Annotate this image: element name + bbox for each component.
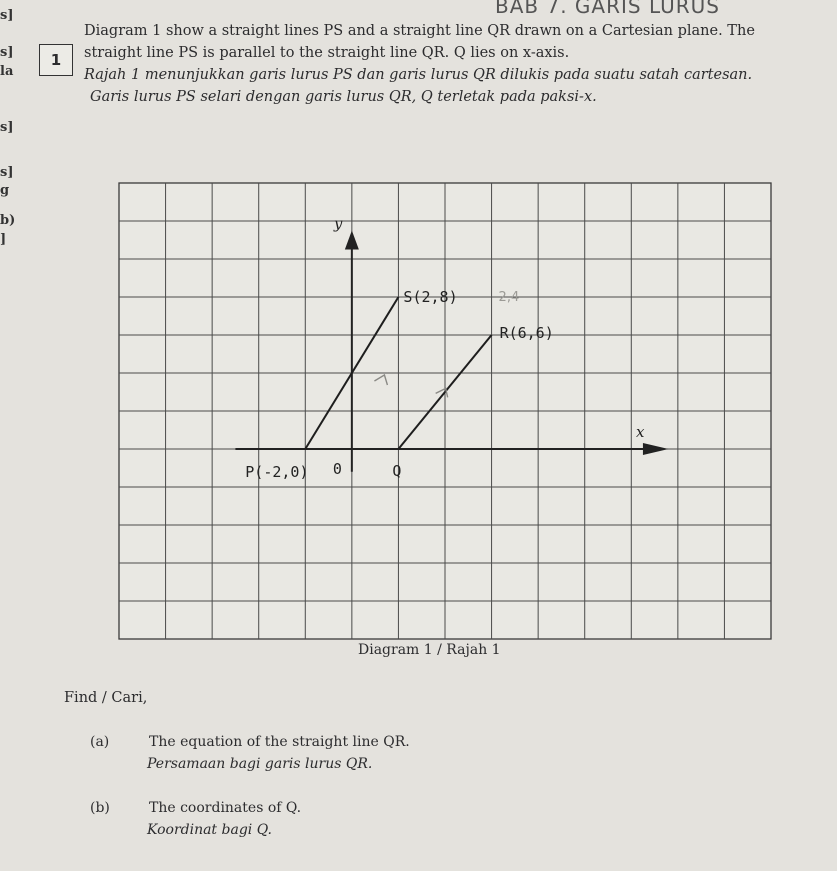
- find-prompt: Find / Cari,: [64, 690, 148, 706]
- question-text-en-2: straight line PS is parallel to the straight line QR. Q lies on x-axis.: [84, 45, 570, 61]
- task-b-label: (b): [90, 800, 110, 816]
- question-text-ms-2: Garis lurus PS selari dengan garis lurus QR, Q terletak pada paksi-x.: [90, 89, 597, 105]
- diagram-caption: Diagram 1 / Rajah 1: [358, 642, 501, 658]
- margin-mark: s]: [0, 8, 14, 23]
- cartesian-plane-svg: [115, 181, 775, 641]
- margin-mark: g: [0, 183, 10, 198]
- margin-mark: ]: [0, 232, 7, 247]
- point-r-label: R(6,6): [499, 324, 554, 342]
- task-b-text-en: The coordinates of Q.: [149, 800, 302, 816]
- task-a-label: (a): [90, 734, 110, 750]
- cartesian-diagram: [115, 181, 775, 645]
- question-number: 1: [39, 44, 73, 76]
- question-text-ms-1: Rajah 1 menunjukkan garis lurus PS dan garis lurus QR dilukis pada suatu satah cartesan.: [84, 67, 753, 83]
- point-q-label: Q: [392, 462, 402, 480]
- chapter-header: BAB 7. GARIS LURUS: [495, 0, 720, 18]
- task-b-text-ms: Koordinat bagi Q.: [147, 822, 272, 838]
- margin-mark: s]: [0, 45, 14, 60]
- y-axis-label: y: [333, 214, 343, 233]
- point-s-label: S(2,8): [403, 288, 458, 306]
- x-axis-label: x: [635, 423, 645, 441]
- margin-mark: s]: [0, 165, 14, 180]
- pencil-annotation: 2,4: [498, 289, 520, 305]
- margin-mark: b): [0, 213, 16, 228]
- question-text-en-1: Diagram 1 show a straight lines PS and a straight line QR drawn on a Cartesian plane. The: [84, 23, 755, 39]
- task-a-text-ms: Persamaan bagi garis lurus QR.: [147, 756, 373, 772]
- origin-label: 0: [332, 460, 342, 478]
- margin-mark: s]: [0, 120, 14, 135]
- margin-mark: la: [0, 64, 14, 79]
- point-p-label: P(-2,0): [245, 463, 309, 481]
- task-a-text-en: The equation of the straight line QR.: [149, 734, 410, 750]
